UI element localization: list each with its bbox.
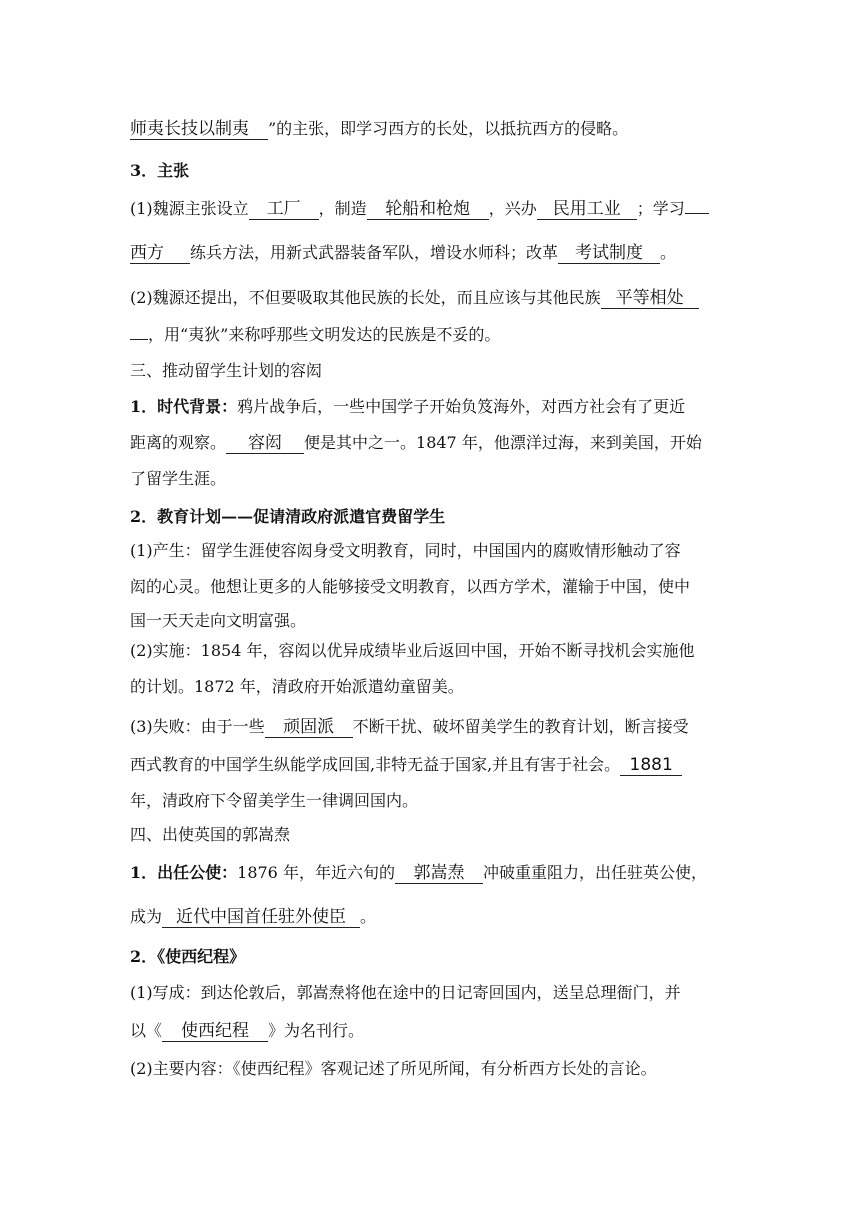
answer-blank (685, 213, 709, 214)
paragraph-line: 西式教育的中国学生纵能学成回国,非特无益于国家,并且有害于社会。 1881 (130, 754, 682, 776)
paragraph-line: (2)魏源还提出，不但要吸取其他民族的长处，而且应该与其他民族 平等相处 (130, 287, 699, 309)
subheading: 2．《使西纪程》 (130, 947, 246, 966)
paragraph-line: (2)主要内容：《使西纪程》客观记述了所见所闻，有分析西方长处的言论。 (130, 1059, 657, 1078)
paragraph-line: 了留学生涯。 (130, 469, 227, 488)
answer-blank: 轮船和枪炮 (367, 199, 489, 220)
paragraph-line: 年，清政府下令留美学生一律调回国内。 (130, 791, 419, 810)
answer-blank: 考试制度 (558, 243, 660, 264)
paragraph-line: 国一天天走向文明富强。 (130, 611, 307, 630)
answer-blank: 顽固派 (265, 717, 353, 738)
answer-blank (130, 339, 148, 340)
subheading: 2．教育计划——促请清政府派遣官费留学生 (130, 507, 446, 526)
paragraph-line: (1)写成：到达伦敦后，郭嵩焘将他在途中的日记寄回国内，送呈总理衙门，并 (130, 983, 681, 1002)
answer-blank: 1881 (620, 755, 682, 776)
paragraph-line: 以《 使西纪程 》为名刊行。 (130, 1021, 365, 1041)
section-heading: 三、推动留学生计划的容闳 (130, 361, 323, 380)
paragraph-line: 的计划。1872 年，清政府开始派遣幼童留美。 (130, 677, 464, 696)
answer-blank: 工厂 (249, 199, 319, 220)
paragraph-line: 1．时代背景：鸦片战争后，一些中国学子开始负笈海外，对西方社会有了更近 (130, 397, 686, 416)
paragraph-line: 成为 近代中国首任驻外使臣 。 (130, 907, 377, 927)
answer-blank: 西方 (130, 243, 190, 264)
paragraph-line: (1)产生：留学生涯使容闳身受文明教育，同时，中国国内的腐败情形触动了容 (130, 541, 681, 560)
answer-blank: 近代中国首任驻外使臣 (162, 907, 360, 928)
subheading: 3．主张 (130, 161, 190, 180)
answer-blank: 郭嵩焘 (395, 863, 483, 884)
paragraph-line: (3)失败：由于一些 顽固派 不断干扰、破坏留美学生的教育计划，断言接受 (130, 717, 689, 737)
paragraph-line: (1)魏源主张设立 工厂 ，制造 轮船和枪炮 ，兴办 民用工业 ；学习 (130, 198, 709, 220)
paragraph-line: 距离的观察。 容闳 便是其中之一。1847 年，他漂洋过海，来到美国，开始 (130, 433, 702, 453)
answer-blank: 使西纪程 (162, 1021, 268, 1042)
paragraph-line: 师夷长技以制夷 ”的主张，即学习西方的长处，以抵抗西方的侵略。 (130, 119, 629, 139)
paragraph-line: (2)实施：1854 年，容闳以优异成绩毕业后返回中国，开始不断寻找机会实施他 (130, 641, 695, 660)
answer-blank: 平等相处 (601, 288, 699, 309)
paragraph-line: 1．出任公使：1876 年，年近六旬的 郭嵩焘 冲破重重阻力，出任驻英公使， (130, 863, 707, 883)
paragraph-line: 闳的心灵。他想让更多的人能够接受文明教育，以西方学术，灌输于中国，使中 (130, 577, 691, 596)
paragraph-line: ，用“夷狄”来称呼那些文明发达的民族是不妥的。 (130, 324, 500, 346)
answer-blank: 师夷长技以制夷 (130, 119, 268, 140)
section-heading: 四、出使英国的郭嵩焘 (130, 825, 291, 844)
answer-blank: 容闳 (226, 433, 304, 454)
answer-blank: 民用工业 (537, 199, 637, 220)
paragraph-line: 西方 练兵方法，用新式武器装备军队，增设水师科；改革 考试制度 。 (130, 243, 677, 263)
